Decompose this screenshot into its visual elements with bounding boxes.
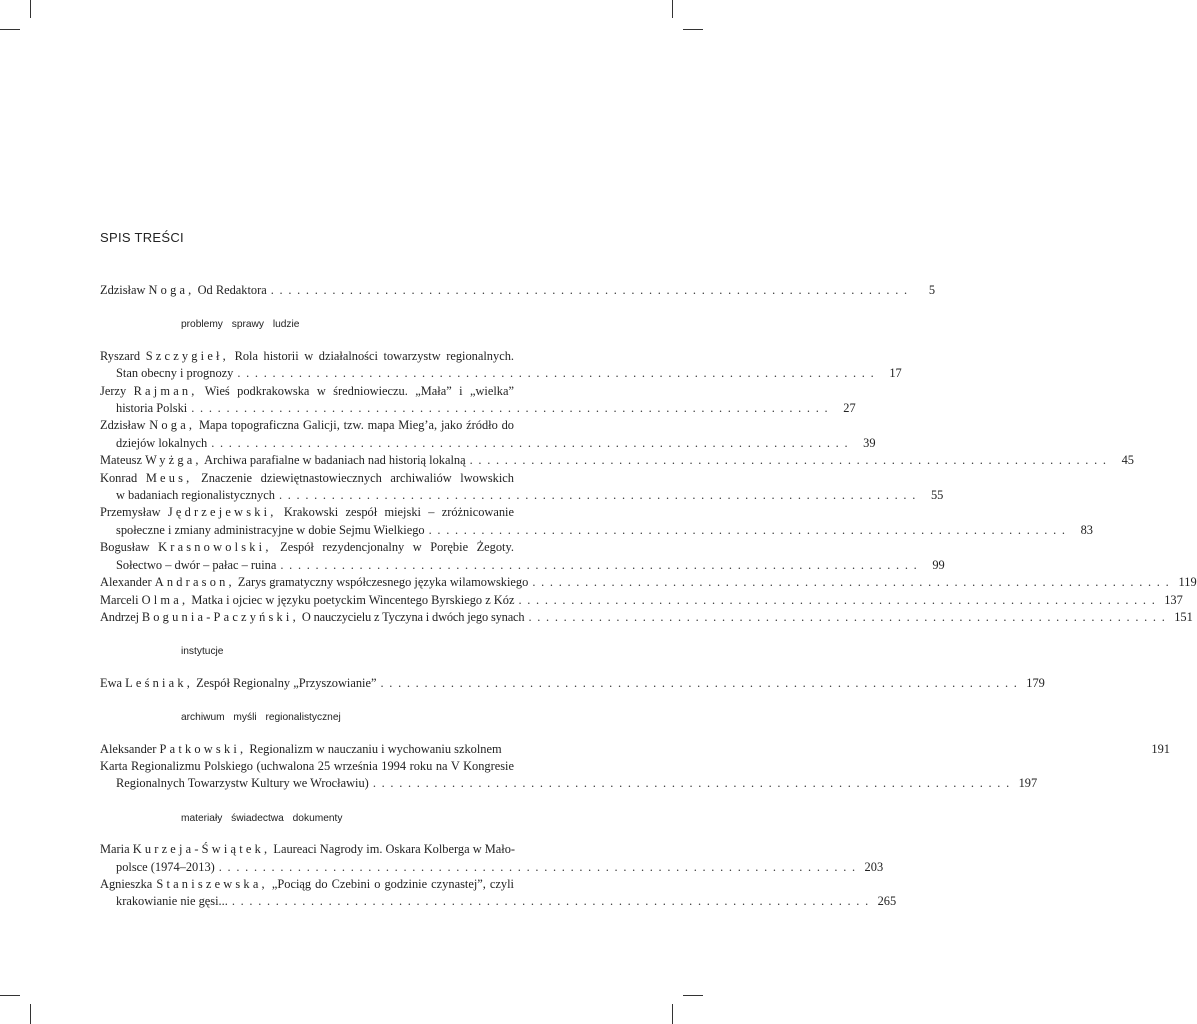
toc-entry[interactable] (100, 470, 944, 505)
toc-entry[interactable] (100, 348, 902, 383)
crop-mark-bottom-left-v (30, 1004, 31, 1024)
crop-mark-top-left-v (30, 0, 31, 18)
author-first: Bogusław (100, 540, 150, 555)
entry-title: Wieś podkrakowska w średniowieczu. „Mała” i „wielka” (204, 383, 514, 398)
leader-dots (233, 365, 873, 382)
entry-title-cont: dziejów lokalnych (116, 435, 208, 450)
author-surname: Bogunia-Paczyński, (141, 609, 299, 624)
entry-title-cont: krakowianie nie gęsi... (116, 894, 228, 909)
entry-title: „Pociąg do Czebini o godzinie czynastej”, czyli (271, 876, 514, 891)
page-number: 203 (864, 859, 884, 874)
entry-title: Regionalizm w nauczaniu i wychowaniu szkolnem (249, 741, 502, 756)
author-surname: Noga, (149, 418, 196, 433)
entry-title-cont: Sołectwo – dwór – pałac – ruina (116, 557, 277, 572)
page-number: 179 (1026, 675, 1045, 690)
entry-title: Karta Regionalizmu Polskiego (uchwalona 25 września 1994 roku na V Kongresie (100, 758, 514, 773)
toc-entry[interactable] (100, 675, 1045, 692)
author-first: Jerzy (100, 383, 127, 398)
page-number: 5 (928, 283, 936, 297)
author-surname: Jędrzejewski, (167, 505, 277, 520)
page-number: 137 (1164, 592, 1183, 607)
page-number: 151 (1174, 609, 1193, 624)
entry-title-cont: społeczne i zmiany administracyjne w dobie Sejmu Wielkiego (116, 522, 425, 537)
leader-dots (376, 675, 1016, 692)
section-heading-archiwum: archiwum myśli regionalistycznej (181, 712, 341, 724)
crop-mark-top-left-h (0, 29, 20, 30)
author-first: Mateusz (100, 453, 142, 468)
entry-title-cont: historia Polski (116, 401, 188, 416)
page-number: 191 (1151, 741, 1170, 756)
leader-dots (425, 522, 1065, 539)
leader-dots (275, 487, 915, 504)
author-surname: Olma, (141, 592, 189, 607)
author-surname: Krasnowolski, (158, 540, 272, 555)
leader-dots (228, 893, 868, 910)
author-surname: Szczygieł, (145, 348, 229, 363)
leader-dots (267, 282, 907, 299)
author-first: Zdzisław (100, 283, 146, 297)
toc-entry[interactable] (100, 876, 897, 911)
crop-mark-bottom-right-v (672, 1004, 673, 1024)
toc-entry[interactable] (100, 574, 1197, 591)
toc-entry-intro[interactable] (100, 282, 936, 299)
entry-title: Archiwa parafialne w badaniach nad historią lokalną (204, 453, 466, 468)
author-first: Alexander (100, 575, 152, 590)
entry-title-cont: w badaniach regionalistycznych (116, 488, 275, 503)
entry-title: Laureaci Nagrody im. Oskara Kolberga w Mało- (273, 842, 516, 857)
entry-title-cont: Regionalnych Towarzystw Kultury we Wrocławiu) (116, 776, 369, 791)
author-first: Zdzisław (100, 418, 146, 433)
author-first: Agnieszka (100, 876, 153, 891)
entry-title: Krakowski zespół miejski – zróżnicowanie (283, 505, 514, 520)
entry-title: Zespół rezydencjonalny w Porębie Żegoty. (280, 540, 514, 555)
toc-entry[interactable] (100, 504, 1093, 539)
page-number: 119 (1178, 575, 1197, 590)
author-surname: Andrason, (154, 575, 235, 590)
author-surname: Wyżga, (145, 453, 202, 468)
entry-title: Zespół Regionalny „Przyszowianie” (196, 675, 377, 690)
author-surname: Rajman, (133, 383, 198, 398)
entry-title: Znaczenie dziewiętnastowiecznych archiwaliów lwowskich (201, 470, 514, 485)
author-first: Aleksander (100, 741, 157, 756)
author-surname: Noga, (148, 283, 195, 297)
toc-entry[interactable] (100, 452, 1134, 469)
section-heading-problemy: problemy sprawy ludzie (181, 319, 300, 331)
table-of-contents (100, 282, 1197, 911)
author-first: Ewa (100, 675, 123, 690)
toc-entry[interactable] (100, 841, 884, 876)
leader-dots (215, 859, 855, 876)
author-first: Maria (100, 842, 130, 857)
entry-title-cont: polsce (1974–2013) (116, 859, 215, 874)
crop-mark-top-right-v (672, 0, 673, 18)
leader-dots (187, 400, 827, 417)
section-heading-instytucje: instytucje (181, 646, 224, 658)
author-surname: Leśniak, (125, 675, 194, 690)
author-surname: Patkowski, (159, 741, 247, 756)
page-number: 99 (932, 557, 945, 572)
crop-mark-bottom-right-h (683, 995, 703, 996)
toc-entry[interactable] (100, 539, 945, 574)
crop-mark-top-right-h (683, 29, 703, 30)
toc-entry[interactable] (100, 758, 1038, 793)
leader-dots (514, 592, 1154, 609)
crop-mark-bottom-left-h (0, 995, 20, 996)
toc-entry[interactable] (100, 741, 1170, 758)
author-surname: Kurzeja-Świątek, (132, 842, 271, 857)
leader-dots (207, 435, 847, 452)
entry-title: Od Redaktora (197, 283, 267, 297)
page-number: 45 (1121, 453, 1134, 468)
author-surname: Staniszewska, (156, 876, 268, 891)
toc-entry[interactable] (100, 417, 876, 452)
author-first: Konrad (100, 470, 138, 485)
author-first: Ryszard (100, 348, 141, 363)
author-first: Marceli (100, 592, 139, 607)
page-title: SPIS TREŚCI (100, 230, 184, 245)
entry-title: Rola historii w działalności towarzystw regionalnych. (234, 348, 514, 363)
toc-entry[interactable] (100, 609, 1193, 626)
entry-title: Mapa topograficzna Galicji, tzw. mapa Mieg’a, jako źródło do (199, 418, 514, 433)
leader-dots (524, 609, 1164, 626)
entry-title-cont: Stan obecny i prognozy (116, 366, 234, 381)
leader-dots (369, 775, 1009, 792)
entry-title: Zarys gramatyczny współczesnego języka wilamowskiego (237, 575, 529, 590)
entry-title: Matka i ojciec w języku poetyckim Wincentego Byrskiego z Kóz (191, 592, 515, 607)
page-number: 83 (1080, 522, 1093, 537)
section-heading-materialy: materiały świadectwa dokumenty (181, 812, 343, 824)
page-number: 197 (1018, 776, 1038, 791)
page-number: 265 (877, 894, 897, 909)
page-number: 55 (930, 488, 944, 503)
leader-dots (466, 452, 1106, 469)
author-surname: Meus, (145, 470, 193, 485)
leader-dots (276, 557, 916, 574)
page-number: 27 (843, 401, 856, 416)
entry-title: O nauczycielu z Tyczyna i dwóch jego synach (301, 609, 525, 624)
page-number: 17 (889, 366, 902, 381)
leader-dots (528, 574, 1168, 591)
toc-entry[interactable] (100, 383, 856, 418)
page-number: 39 (863, 435, 876, 450)
author-first: Przemysław (100, 505, 161, 520)
author-first: Andrzej (100, 609, 139, 624)
toc-entry[interactable] (100, 592, 1183, 609)
